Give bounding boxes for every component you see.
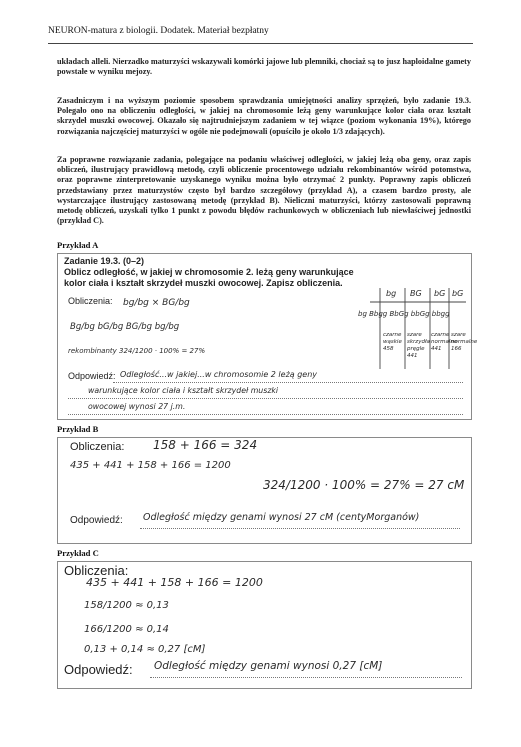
hand-c-answer: Odległość między genami wynosi 0,27 [cM] (154, 660, 383, 672)
example-c-label: Przykład C (57, 548, 99, 558)
header-divider (48, 43, 473, 44)
table-note-4: szare normalne 166 (451, 332, 478, 352)
hand-c-1: 435 + 441 + 158 + 166 = 1200 (86, 576, 263, 589)
calc-label-b: Obliczenia: (70, 441, 125, 453)
answer-label: Odpowiedź: (68, 371, 116, 381)
table-note-2: szare skrzydła pręgle 441 (407, 332, 430, 359)
calc-label: Obliczenia: (68, 296, 113, 306)
hand-c-2: 158/1200 ≈ 0,13 (84, 600, 169, 611)
paragraph-2: Zasadniczym i na wyższym poziomie sposobem sprawdzania umiejętności analizy sprzężeń, było zadanie 19.3. Polegało ono na obliczeniu odległości, w jakiej na chromosomie leżą geny warunkujące kolor ciała oraz kształt skrzydeł muszki owocowej. Okazało się najtrudniejszym zadaniem w tej wiązce (poziom wykonania 19%), którego rozwiązania najczęściej maturzyści w ogóle nie podejmowali (opuściło je około 1/3 zdających). (57, 96, 471, 136)
document-header: NEURON-matura z biologii. Dodatek. Materiał bezpłatny (48, 26, 269, 36)
table-note-1: czarne wąskie 458 (383, 332, 402, 352)
example-a-label: Przykład A (57, 240, 99, 250)
calc-label-c: Obliczenia: (64, 563, 129, 578)
task-title: Zadanie 19.3. (0–2) (64, 256, 145, 266)
hand-b-3: 324/1200 · 100% = 27% = 27 cM (263, 478, 465, 492)
hand-formula: rekombinanty 324/1200 · 100% = 27% (68, 347, 206, 355)
hand-cross: bg/bg × BG/bg (123, 298, 190, 308)
example-b-box (57, 437, 472, 544)
table-head-3: bG (434, 289, 446, 298)
hand-gametes: Bg/bg bG/bg BG/bg bg/bg (70, 322, 180, 332)
hand-answer-2: warunkujące kolor ciała i kształt skrzydeł muszki (88, 386, 279, 395)
example-a-box (57, 253, 478, 420)
answer-label-b: Odpowiedź: (70, 515, 123, 526)
task-text: Oblicz odległość, w jakiej w chromosomie 2. leżą geny warunkujące kolor ciała i kształt skrzydeł muszki owocowej. Zapisz obliczenia. (64, 267, 354, 288)
hand-b-2: 435 + 441 + 158 + 166 = 1200 (70, 460, 231, 471)
hand-answer-1: Odległość...w jakiej...w chromosomie 2 leżą geny (120, 370, 318, 379)
hand-c-4: 0,13 + 0,14 ≈ 0,27 [cM] (84, 644, 206, 655)
hand-answer-3: owocowej wynosi 27 j.m. (88, 402, 186, 411)
table-row: bg Bbgg BbGg bbGg bbgg (358, 310, 450, 318)
answer-label-c: Odpowiedź: (64, 662, 133, 677)
hand-b-1: 158 + 166 = 324 (153, 438, 258, 452)
table-note-3: czarne normalne 441 (431, 332, 458, 352)
table-head-2: BG (410, 289, 422, 298)
example-b-label: Przykład B (57, 424, 99, 434)
example-c-box (57, 561, 472, 689)
hand-c-3: 166/1200 ≈ 0,14 (84, 624, 169, 635)
paragraph-1: układach alleli. Nierzadko maturzyści wskazywali komórki jajowe lub plemniki, chociaż są to jusz haploidalne gamety powstałe w wyniku mejozy. (57, 57, 471, 77)
table-head-4: bG (452, 289, 464, 298)
hand-b-answer: Odległość między genami wynosi 27 cM (centyMorganów) (143, 512, 420, 523)
table-head-1: bg (386, 289, 397, 298)
paragraph-3: Za poprawne rozwiązanie zadania, polegające na podaniu właściwej odległości, w jakiej leżą oba geny, oraz zapis obliczeń, ilustrujący prawidłową metodę, czyli obliczenie procentowego udziału rekombinantów wśród potomstwa, oraz poprawne zinterpretowanie uzyskanego wyniku można było otrzymać 2 punkty. Poprawny zapis obliczeń przedstawiany przez maturzystów często był bardzo szczegółowy (przykład A), a czasem bardzo prosty, ale wystarczające ilustrujący zastosowaną metodę (przykład B). Nieliczni maturzyści, którzy zastosowali poprawną metodę obliczeń, uzyskali tylko 1 punkt z powodu błędów rachunkowych w obliczeniach lub niewłaściwej jednostki (przykład C). (57, 155, 471, 226)
